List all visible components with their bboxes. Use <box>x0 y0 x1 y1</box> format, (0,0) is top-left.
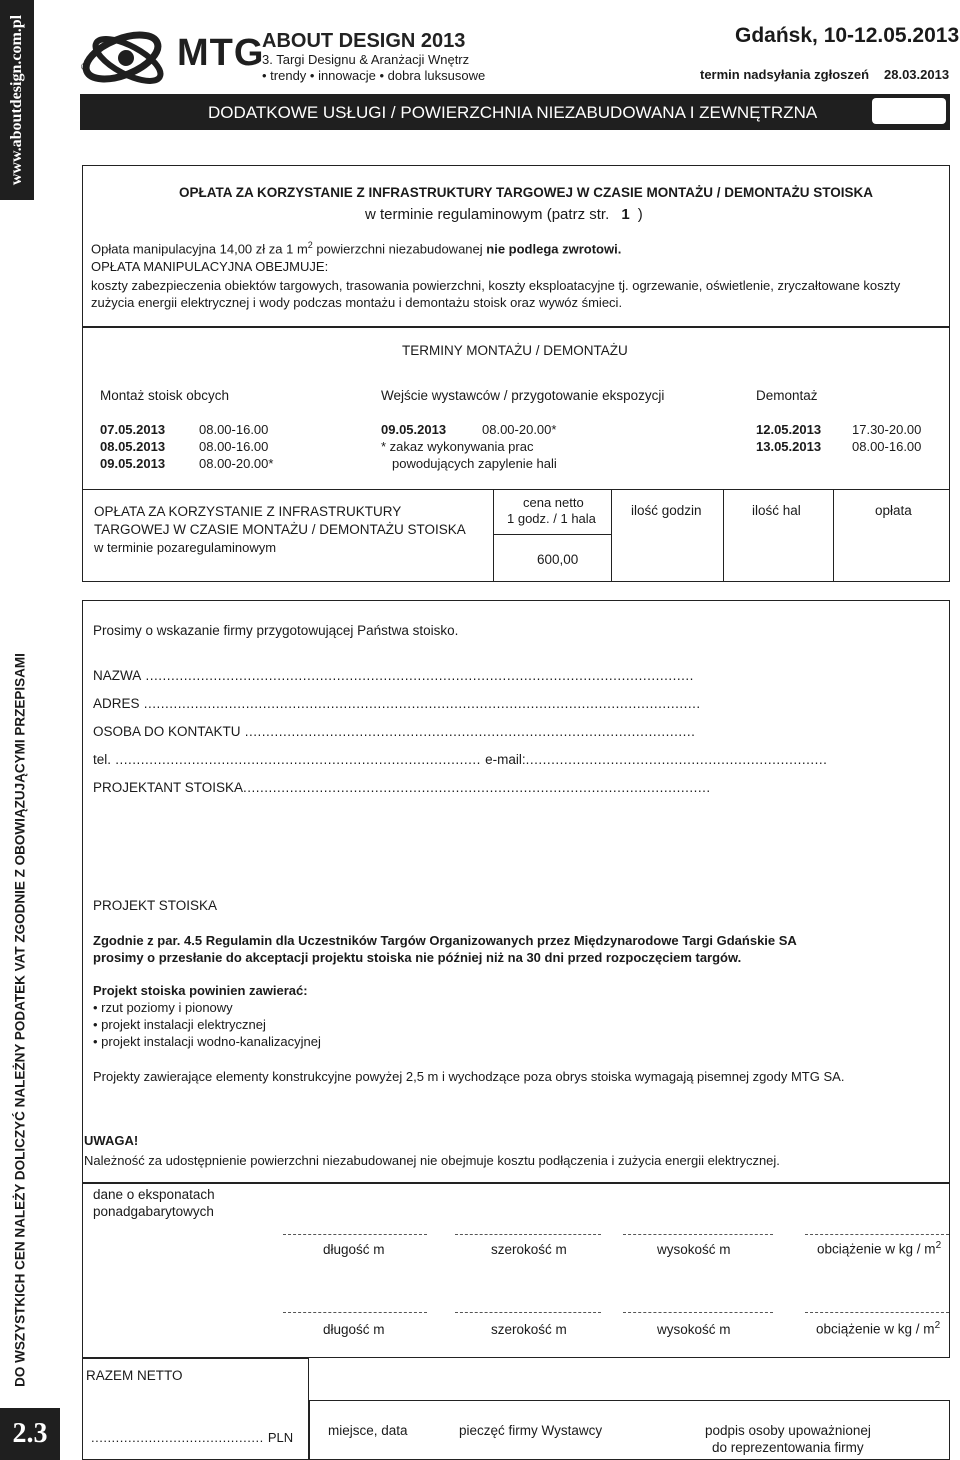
wejscie-note-1: * zakaz wykonywania prac <box>381 439 534 454</box>
oversized-exhibits-section <box>82 1183 950 1358</box>
contact-person-field[interactable]: OSOBA DO KONTAKTU .......................................................................................................... <box>93 724 696 739</box>
includes-line-2: zużycia energii elektrycznej i wody podczas montażu i demontażu stoisk oraz wywóz śmieci. <box>91 295 623 310</box>
col-montaz-header: Montaż stoisk obcych <box>100 388 230 403</box>
price-value: 600,00 <box>537 552 579 567</box>
page-number: 2.3 <box>0 1408 60 1460</box>
fee-handling-line: Opłata manipulacyjna 14,00 zł za 1 $m^2$ powierzchni niezabudowanej nie podlega zwrotowi. <box>91 240 622 257</box>
offfee-title-3: w terminie pozaregulaminowym <box>94 540 277 555</box>
company-address-field[interactable]: ADRES ................................................................................................................................... <box>93 696 701 711</box>
contains-item: • projekt instalacji elektrycznej <box>93 1017 266 1032</box>
fee-input[interactable] <box>833 534 949 581</box>
demontaz-time: 08.00-16.00 <box>852 439 922 454</box>
total-net-section <box>82 1358 309 1460</box>
fee-section <box>82 165 950 327</box>
exhibit-length[interactable]: długość m <box>323 1242 385 1257</box>
place-date-label[interactable]: miejsce, data <box>328 1423 408 1438</box>
section-title-bar <box>80 94 950 130</box>
exhibit-load[interactable]: obciążenie w kg / $m^2$ <box>817 1240 942 1257</box>
section-title: DODATKOWE USŁUGI / POWIERZCHNIA NIEZABUDOWANA I ZEWNĘTRZNA <box>208 103 818 122</box>
event-tags: • trendy • innowacje • dobra luksusowe <box>262 68 486 83</box>
total-field[interactable]: .......................................... PLN <box>91 1430 294 1445</box>
page-ref: 1 <box>621 206 630 223</box>
exhibit-load[interactable]: obciążenie w kg / $m^2$ <box>816 1320 941 1337</box>
form-code-field[interactable] <box>872 98 946 124</box>
structure-note: Projekty zawierające elementy konstrukcyjne powyżej 2,5 m i wychodzące poza obrys stoiska wymagają pisemnej zgody MTG SA. <box>93 1069 845 1084</box>
demontaz-date: 13.05.2013 <box>756 439 822 454</box>
website-url: www.aboutdesign.com.pl <box>8 14 25 186</box>
vat-note: DO WSZYSTKICH CEN NALEŻY DOLICZYĆ NALEŻNY PODATEK VAT ZGODNIE Z OBOWIĄZUJĄCYMI PRZEPISAMI <box>12 653 28 1387</box>
event-subtitle: 3. Targi Designu & Aranżacji Wnętrz <box>262 52 470 67</box>
exhibits-label-1: dane o eksponatach <box>93 1187 215 1202</box>
company-stamp-label[interactable]: pieczęć firmy Wystawcy <box>459 1423 603 1438</box>
phone-email-field[interactable]: tel. ...................................................................................... e-mail:....................................................................... <box>93 752 828 767</box>
logo-wordmark: MTG <box>177 32 265 74</box>
deadline-date: 28.03.2013 <box>884 67 950 82</box>
price-header-1: cena netto <box>523 495 584 510</box>
wejscie-time: 08.00-20.00* <box>482 422 557 437</box>
col-wejscie-header: Wejście wystawców / przygotowanie ekspozycji <box>381 388 665 403</box>
fee-title: OPŁATA ZA KORZYSTANIE Z INFRASTRUKTURY TARGOWEJ W CZASIE MONTAŻU / DEMONTAŻU STOISKA <box>179 185 873 200</box>
project-title: PROJEKT STOISKA <box>93 898 218 913</box>
halls-header: ilość hal <box>752 503 801 518</box>
signature-section <box>309 1400 950 1460</box>
montaz-date: 09.05.2013 <box>100 456 166 471</box>
designer-field[interactable]: PROJEKTANT STOISKA.............................................................................................................. <box>93 780 711 795</box>
company-intro: Prosimy o wskazanie firmy przygotowującej Państwa stoisko. <box>93 623 459 638</box>
exhibit-width[interactable]: szerokość m <box>491 1322 567 1337</box>
demontaz-date: 12.05.2013 <box>756 422 822 437</box>
website-banner <box>0 0 34 200</box>
wejscie-date: 09.05.2013 <box>381 422 447 437</box>
project-rule-1: Zgodnie z par. 4.5 Regulamin dla Uczestników Targów Organizowanych przez Międzynarodowe Targi Gdańskie SA <box>93 933 797 948</box>
montaz-time: 08.00-16.00 <box>199 439 269 454</box>
offfee-title-2: TARGOWEJ W CZASIE MONTAŻU / DEMONTAŻU STOISKA <box>94 522 466 537</box>
exhibit-height[interactable]: wysokość m <box>657 1322 731 1337</box>
includes-title: OPŁATA MANIPULACYJNA OBEJMUJE: <box>91 259 329 274</box>
demontaz-time: 17.30-20.00 <box>852 422 922 437</box>
total-label: RAZEM NETTO <box>86 1368 183 1383</box>
event-title: ABOUT DESIGN 2013 <box>262 30 466 52</box>
hours-input[interactable] <box>611 534 723 581</box>
terms-title: TERMINY MONTAŻU / DEMONTAŻU <box>402 343 628 358</box>
includes-line-1: koszty zabezpieczenia obiektów targowych, trasowania powierzchni, koszty eksploatacyjne tj. ogrzewanie, oświetlenie, zryczałtowane koszty <box>91 278 901 293</box>
contains-item: • rzut poziomy i pionowy <box>93 1000 233 1015</box>
offhours-fee-section <box>82 489 950 582</box>
col-demontaz-header: Demontaż <box>756 388 818 403</box>
montaz-date: 08.05.2013 <box>100 439 166 454</box>
fee-subtitle: w terminie regulaminowym (patrz str. 1 ) <box>365 206 643 223</box>
exhibit-width[interactable]: szerokość m <box>491 1242 567 1257</box>
montaz-time: 08.00-16.00 <box>199 422 269 437</box>
company-name-field[interactable]: NAZWA ................................................................................................................................. <box>93 668 694 683</box>
hours-header: ilość godzin <box>631 503 702 518</box>
notice-text: Należność za udostępnienie powierzchni niezabudowanej nie obejmuje kosztu podłączenia i zużycia energii elektrycznej. <box>84 1153 780 1168</box>
offfee-title-1: OPŁATA ZA KORZYSTANIE Z INFRASTRUKTURY <box>94 504 402 519</box>
wejscie-note-2: powodujących zapylenie hali <box>392 456 557 471</box>
signature-label-2: do reprezentowania firmy <box>712 1440 864 1455</box>
project-rule-2: prosimy o przesłanie do akceptacji projektu stoiska nie później niż na 30 dni przed rozpoczęciem targów. <box>93 950 742 965</box>
city-date: Gdańsk, 10-12.05.2013 <box>735 24 960 47</box>
vat-note-banner <box>0 650 40 1390</box>
deadline-label: termin nadsyłania zgłoszeń <box>700 67 870 82</box>
contains-item: • projekt instalacji wodno-kanalizacyjnej <box>93 1034 321 1049</box>
montaz-date: 07.05.2013 <box>100 422 166 437</box>
exhibit-height[interactable]: wysokość m <box>657 1242 731 1257</box>
exhibits-label-2: ponadgabarytowych <box>93 1204 214 1219</box>
notice-title: UWAGA! <box>84 1133 139 1148</box>
price-header-2: 1 godz. / 1 hala <box>507 511 596 526</box>
fee-header: opłata <box>875 503 912 518</box>
mtg-logo-icon <box>78 24 176 94</box>
montaz-time: 08.00-20.00* <box>199 456 274 471</box>
stand-builder-section <box>82 600 950 1183</box>
terms-section <box>82 327 950 490</box>
contains-title: Projekt stoiska powinien zawierać: <box>93 983 308 998</box>
exhibit-length[interactable]: długość m <box>323 1322 385 1337</box>
halls-input[interactable] <box>723 534 833 581</box>
signature-label-1[interactable]: podpis osoby upoważnionej <box>705 1423 871 1438</box>
registered-mark: ® <box>81 62 89 73</box>
